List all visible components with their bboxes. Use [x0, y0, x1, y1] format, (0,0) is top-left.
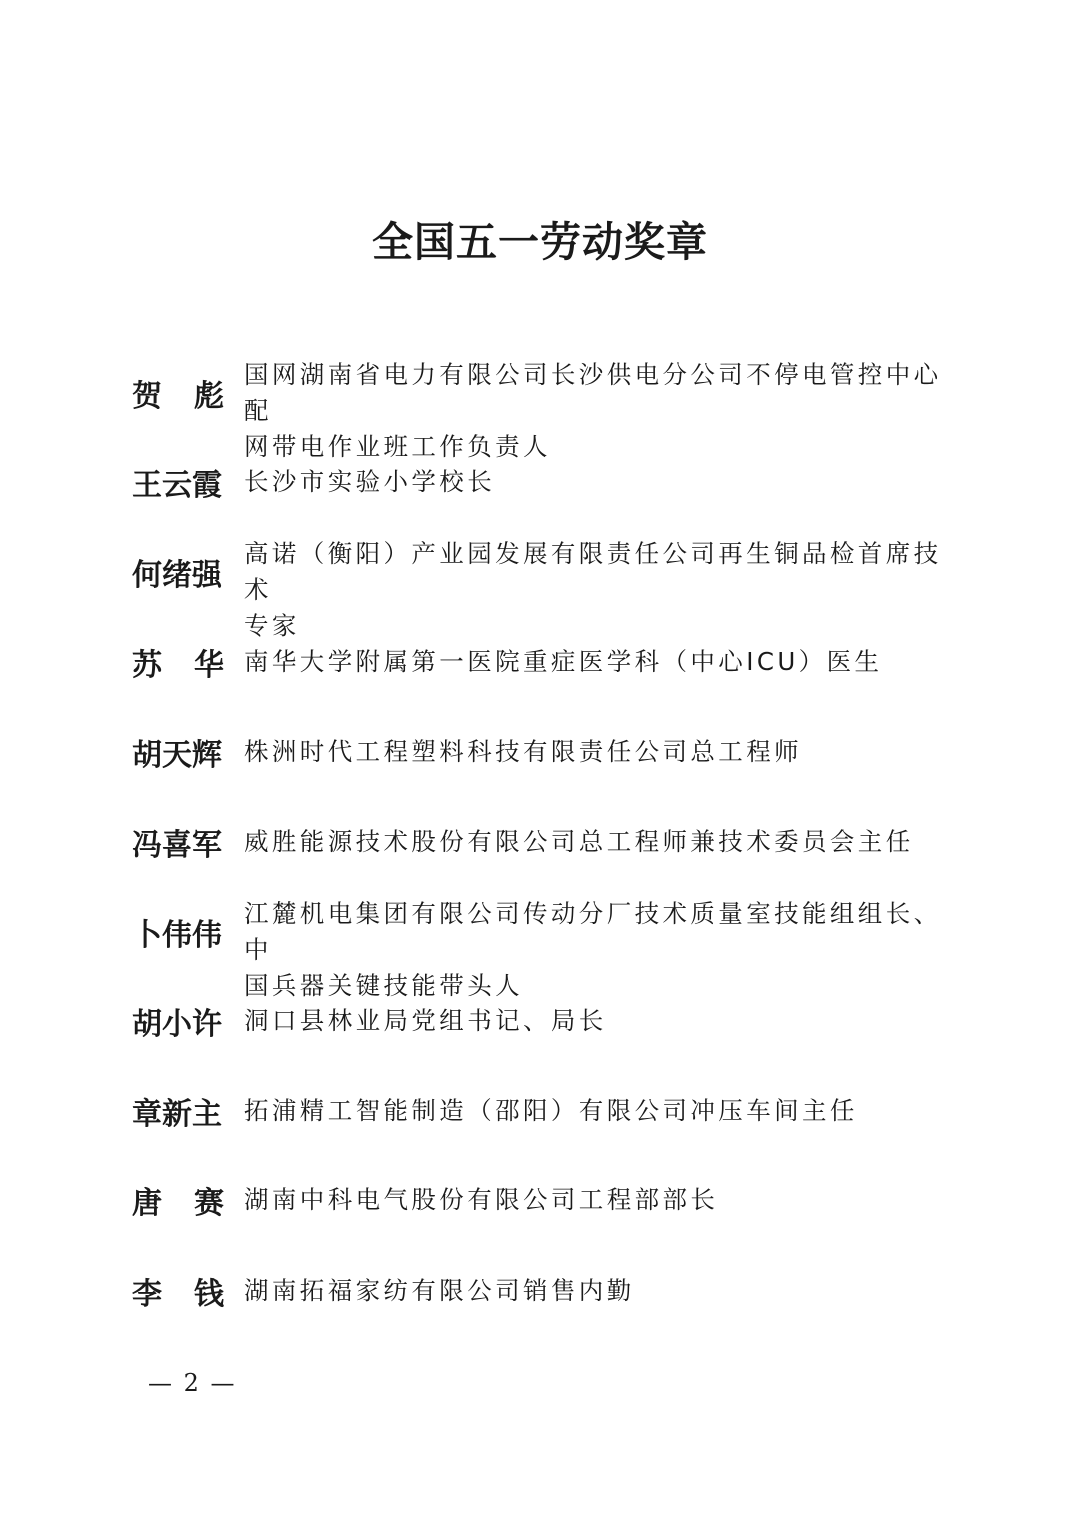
awardee-name-char: 唐 [132, 1186, 162, 1221]
description-line: 长沙市实验小学校长 [244, 467, 496, 496]
awardee-name: 冯喜军 [132, 828, 222, 863]
description-line: 南华大学附属第一医院重症医学科（中心ICU）医生 [244, 647, 883, 676]
awardee-description [244, 464, 956, 500]
description-line: 拓浦精工智能制造（邵阳）有限公司冲压车间主任 [244, 1096, 858, 1125]
awardee-entry [132, 1003, 962, 1042]
awardee-description [244, 1182, 956, 1218]
awardee-name [132, 644, 224, 683]
description-line: 江麓机电集团有限公司传动分厂技术质量室技能组组长、中 [244, 899, 942, 964]
awardee-entry [132, 644, 962, 683]
awardee-name [132, 1273, 224, 1312]
awardee-name: 王云霞 [132, 468, 222, 503]
awardee-name-char: 华 [194, 648, 224, 683]
description-line: 专家 [244, 611, 300, 640]
awardee-description [244, 644, 956, 680]
awardee-description [244, 536, 956, 644]
description-line: 洞口县林业局党组书记、局长 [244, 1006, 607, 1035]
awardee-name-char: 贺 [132, 379, 162, 414]
awardee-name-char: 苏 [132, 648, 162, 683]
awardee-entry [132, 1182, 962, 1221]
awardee-entry [132, 1273, 962, 1312]
page-number: — 2 — [148, 1369, 237, 1397]
awardee-name: 胡天辉 [132, 738, 222, 773]
awardee-entry [132, 357, 962, 461]
awardee-name: 何绪强 [132, 558, 222, 593]
awardee-entry [132, 536, 962, 640]
awardee-name-char: 钱 [194, 1277, 224, 1312]
awardee-entry [132, 464, 962, 503]
description-line: 高诺（衡阳）产业园发展有限责任公司再生铜品检首席技术 [244, 539, 942, 604]
awardee-description [244, 1273, 956, 1309]
awardee-name [132, 357, 224, 429]
description-line: 株洲时代工程塑料科技有限责任公司总工程师 [244, 737, 802, 766]
awardee-entry [132, 734, 962, 773]
awardee-description [244, 734, 956, 770]
awardee-entry [132, 1093, 962, 1132]
page-title: 全国五一劳动奖章 [372, 218, 708, 266]
description-line: 湖南拓福家纺有限公司销售内勤 [244, 1276, 635, 1305]
awardee-name-char: 赛 [194, 1186, 224, 1221]
description-line: 国兵器关键技能带头人 [244, 971, 523, 1000]
description-line: 国网湖南省电力有限公司长沙供电分公司不停电管控中心配 [244, 360, 942, 425]
awardee-name [132, 1182, 224, 1221]
awardee-name: 卜伟伟 [132, 918, 222, 953]
awardee-name: 胡小许 [132, 1007, 222, 1042]
awardee-description [244, 357, 956, 465]
awardee-description [244, 896, 956, 1004]
awardee-description [244, 1003, 956, 1039]
awardee-description [244, 824, 956, 860]
awardee-name-char: 彪 [194, 379, 224, 414]
awardee-entry [132, 824, 962, 863]
awardee-name: 章新主 [132, 1097, 222, 1132]
description-line: 网带电作业班工作负责人 [244, 432, 551, 461]
awardee-name-char: 李 [132, 1277, 162, 1312]
awardee-description [244, 1093, 956, 1129]
description-line: 威胜能源技术股份有限公司总工程师兼技术委员会主任 [244, 827, 914, 856]
description-line: 湖南中科电气股份有限公司工程部部长 [244, 1185, 719, 1214]
awardee-entry [132, 896, 962, 1000]
